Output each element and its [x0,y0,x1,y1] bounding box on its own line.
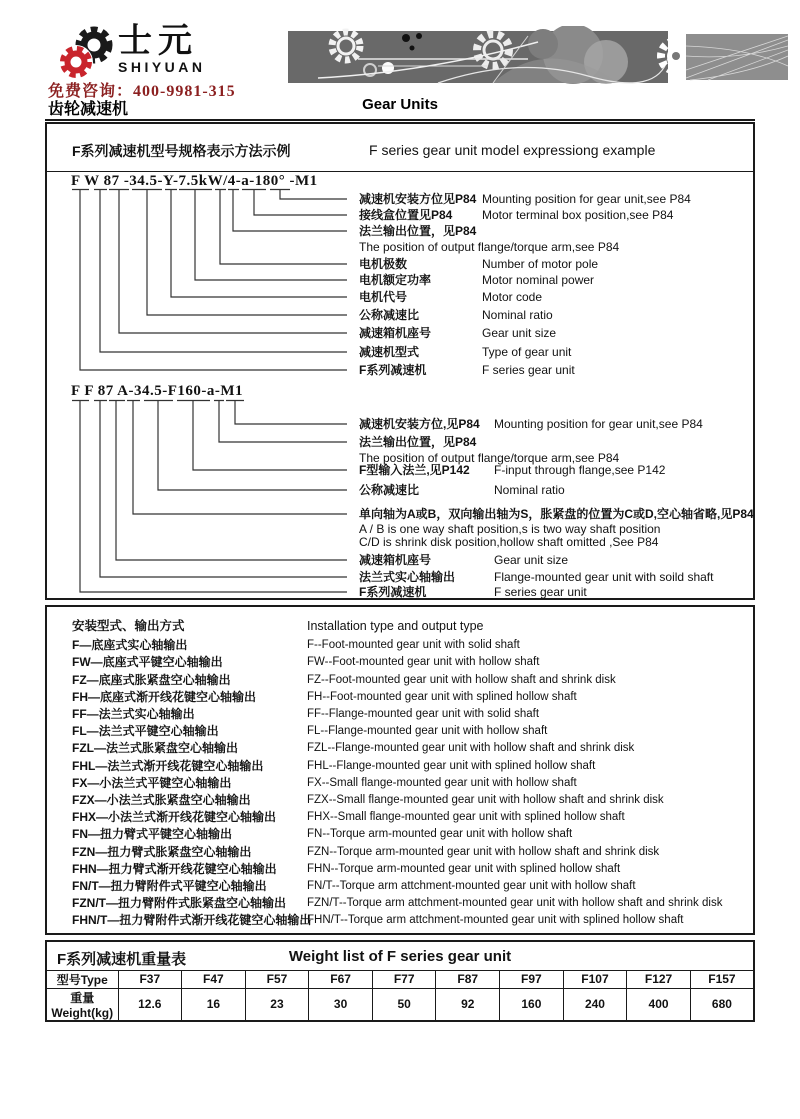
weight-cell: 92 [436,988,500,1021]
item-cn: FHL—法兰式渐开线花键空心轴输出 [72,758,264,773]
d1-row-cn: F系列减速机 [359,363,427,377]
installation-header [72,618,753,635]
header-rule [45,119,755,121]
list-item [72,809,753,826]
d2-row-en: Flange-mounted gear unit with soild shaft [494,570,714,584]
list-item [72,637,753,654]
item-en: FW--Foot-mounted gear unit with hollow shaft [307,656,540,669]
brand-logo [58,24,206,82]
type-cell: F87 [436,970,500,988]
item-cn: FZN—扭力臂式胀紧盘空心轴输出 [72,844,252,859]
d1-row-cn: 公称减速比 [359,308,420,322]
list-item [72,689,753,706]
d2-row-shaft-position-en2: C/D is shrink disk position,hollow shaft omitted ,See P84 [359,535,659,549]
item-cn: FZX—小法兰式胀紧盘空心轴输出 [72,793,251,808]
d1-row-unit-size [359,325,751,341]
item-en: FN--Torque arm-mounted gear unit with hollow shaft [307,828,573,841]
brand-gear-icon [58,24,114,82]
list-item [72,861,753,878]
d2-row-en: Gear unit size [494,553,569,567]
list-item [72,723,753,740]
item-cn: FN—扭力臂式平键空心轴输出 [72,827,232,842]
weight-cell: 680 [690,988,754,1021]
item-en: FHN/T--Torque arm attchment-mounted gear unit with splined hollow shaft [307,914,684,927]
d2-row-f-series [359,584,751,600]
type-cell: F157 [690,970,754,988]
list-item [72,706,753,723]
d1-row-cn: 减速机安装方位见P84 [359,192,477,206]
d2-row-en: F series gear unit [494,585,587,599]
section-header [45,96,755,118]
d2-row-cn: 公称减速比 [359,483,420,497]
item-cn: F—底座式实心轴输出 [72,638,188,653]
type-cell: F37 [118,970,182,988]
d1-row-motor-code [359,289,751,305]
installation-type-box [45,605,755,935]
weight-cell: 16 [182,988,246,1021]
weight-cell: 12.6 [118,988,182,1021]
type-row-label: 型号Type [46,970,118,988]
item-cn: FX—小法兰式平键空心轴输出 [72,775,232,790]
item-en: FZL--Flange-mounted gear unit with hollow shaft and shrink disk [307,742,635,755]
item-cn: FF—法兰式实心轴输出 [72,707,195,722]
d2-row-cn: 减速机安装方位,见P84 [359,417,480,431]
type-cell: F97 [500,970,564,988]
box1-title-en: F series gear unit model expressiong example [369,142,656,158]
d2-row-cn: F系列减速机 [359,585,427,599]
item-en: FHN--Torque arm-mounted gear unit with splined hollow shaft [307,862,621,875]
section-title-cn: 齿轮减速机 [48,101,129,118]
brand-name-en: SHIYUAN [118,59,206,75]
d2-row-nominal-ratio [359,482,751,498]
d1-row-en: Motor terminal box position,see P84 [482,208,674,222]
list-item [72,792,753,809]
item-en: FL--Flange-mounted gear unit with hollow shaft [307,725,548,738]
list-item [72,654,753,671]
d1-row-unit-type [359,344,751,360]
item-cn: FHN—扭力臂式渐开线花键空心轴输出 [72,861,277,876]
model-code-1: F W 87 -34.5-Y-7.5kW/4-a-180° -M1 [71,173,318,189]
d1-row-terminal-box [359,207,751,223]
d1-row-cn: 减速机型式 [359,345,420,359]
item-en: FZN/T--Torque arm attchment-mounted gear unit with hollow shaft and shrink disk [307,897,723,910]
item-en: FHX--Small flange-mounted gear unit with splined hollow shaft [307,811,625,824]
decorative-gears-banner [288,26,788,88]
item-en: FH--Foot-mounted gear unit with splined hollow shaft [307,690,577,703]
d1-row-en: F series gear unit [482,363,575,377]
item-en: FF--Flange-mounted gear unit with solid shaft [307,708,540,721]
item-cn: FHN/T—扭力臂附件式渐开线花键空心轴输出 [72,913,312,928]
weight-row [46,988,754,1021]
d1-row-en: Motor code [482,290,543,304]
weight-table-title-en: Weight list of F series gear unit [288,948,512,965]
d1-row-cn: 减速箱机座号 [359,326,432,340]
list-item [72,672,753,689]
section-title-en: Gear Units [362,96,438,113]
item-en: FZN--Torque arm-mounted gear unit with hollow shaft and shrink disk [307,845,660,858]
type-cell: F127 [627,970,691,988]
item-en: FZX--Small flange-mounted gear unit with hollow shaft and shrink disk [307,794,664,807]
d1-row-flange-position-cn: 法兰输出位置，见P84 [359,224,477,238]
d1-row-flange-position-en: The position of output flange/torque arm,see P84 [359,240,620,254]
list-item [72,912,753,929]
installation-header-cn: 安装型式、输出方式 [72,619,185,633]
weight-table-title-cell [46,941,754,970]
installation-header-en: Installation type and output type [307,619,484,633]
list-item [72,758,753,775]
item-cn: FL—法兰式平键空心轴输出 [72,724,219,739]
type-cell: F47 [182,970,246,988]
list-item [72,775,753,792]
list-item [72,740,753,757]
box1-divider [47,171,753,172]
weight-table-title-cn: F系列减速机重量表 [57,951,187,968]
d1-row-cn: 电机代号 [359,290,408,304]
type-cell: F57 [245,970,309,988]
brand-name-cn: 士元 [118,22,198,60]
d2-row-cn: 减速箱机座号 [359,553,432,567]
d2-row-en: F-input through flange,see P142 [494,463,666,477]
d2-row-en: Mounting position for gear unit,see P84 [494,417,703,431]
weight-table [45,940,755,1022]
d2-row-en: Nominal ratio [494,483,565,497]
list-item [72,895,753,912]
d2-row-cn: F型输入法兰,见P142 [359,463,470,477]
item-en: FZ--Foot-mounted gear unit with hollow shaft and shrink disk [307,673,616,686]
d1-row-motor-pole [359,256,751,272]
weight-cell: 23 [245,988,309,1021]
item-cn: FN/T—扭力臂附件式平键空心轴输出 [72,879,267,894]
d2-row-flange-solid-shaft [359,569,751,585]
list-item [72,844,753,861]
item-en: FX--Small flange-mounted gear unit with hollow shaft [307,776,577,789]
item-cn: FZL—法兰式胀紧盘空心轴输出 [72,741,238,756]
d2-row-unit-size [359,552,751,568]
d2-row-shaft-position-en1: A / B is one way shaft position,s is two way shaft position [359,522,661,536]
d1-row-en: Nominal ratio [482,308,553,322]
d1-row-f-series [359,362,751,378]
d1-row-cn: 电机极数 [359,257,408,271]
hotline-text: 免费咨询：400-9981-315 [48,83,236,100]
d1-row-cn: 电机额定功率 [359,273,432,287]
item-en: F--Foot-mounted gear unit with solid shaft [307,639,520,652]
type-cell: F107 [563,970,627,988]
item-cn: FW—底座式平键空心轴输出 [72,655,223,670]
d1-row-mounting-position [359,191,751,207]
d2-row-mounting-position [359,416,751,432]
list-item [72,826,753,843]
item-cn: FZN/T—扭力臂附件式胀紧盘空心轴输出 [72,896,286,911]
d1-row-cn: 接线盒位置见P84 [359,208,453,222]
d2-row-cn: 法兰式实心轴输出 [359,570,456,584]
type-cell: F67 [309,970,373,988]
d2-row-flange-position-en: The position of output flange/torque arm,see P84 [359,451,620,465]
weight-table-title-row [46,941,754,970]
weight-cell: 160 [500,988,564,1021]
d2-row-shaft-position-cn: 单向轴为A或B，双向输出轴为S，胀紧盘的位置为C或D,空心轴省略,见P84 [359,507,754,521]
d1-row-en: Gear unit size [482,326,557,340]
box1-title-cn: F系列减速机型号规格表示方法示例 [72,143,291,159]
d1-row-en: Type of gear unit [482,345,572,359]
d1-row-motor-power [359,272,751,288]
item-cn: FHX—小法兰式渐开线花键空心轴输出 [72,810,277,825]
model-expression-box [45,122,755,600]
weight-cell: 50 [372,988,436,1021]
weight-cell: 400 [627,988,691,1021]
item-en: FHL--Flange-mounted gear unit with splined hollow shaft [307,759,596,772]
list-item [72,878,753,895]
item-cn: FH—底座式渐开线花键空心轴输出 [72,689,256,704]
d1-row-en: Motor nominal power [482,273,595,287]
type-cell: F77 [372,970,436,988]
weight-cell: 240 [563,988,627,1021]
d1-row-nominal-ratio [359,307,751,323]
d2-row-f-input-flange [359,462,751,478]
item-en: FN/T--Torque arm attchment-mounted gear unit with hollow shaft [307,880,636,893]
brand-text [118,24,206,75]
item-cn: FZ—底座式胀紧盘空心轴输出 [72,672,231,687]
d1-row-en: Mounting position for gear unit,see P84 [482,192,691,206]
weight-row-label: 重量Weight(kg) [46,988,118,1021]
model-code-2: F F 87 A-34.5-F160-a-M1 [71,383,244,399]
d1-row-en: Number of motor pole [482,257,599,271]
type-row [46,970,754,988]
d2-row-flange-position-cn: 法兰输出位置，见P84 [359,435,477,449]
weight-cell: 30 [309,988,373,1021]
